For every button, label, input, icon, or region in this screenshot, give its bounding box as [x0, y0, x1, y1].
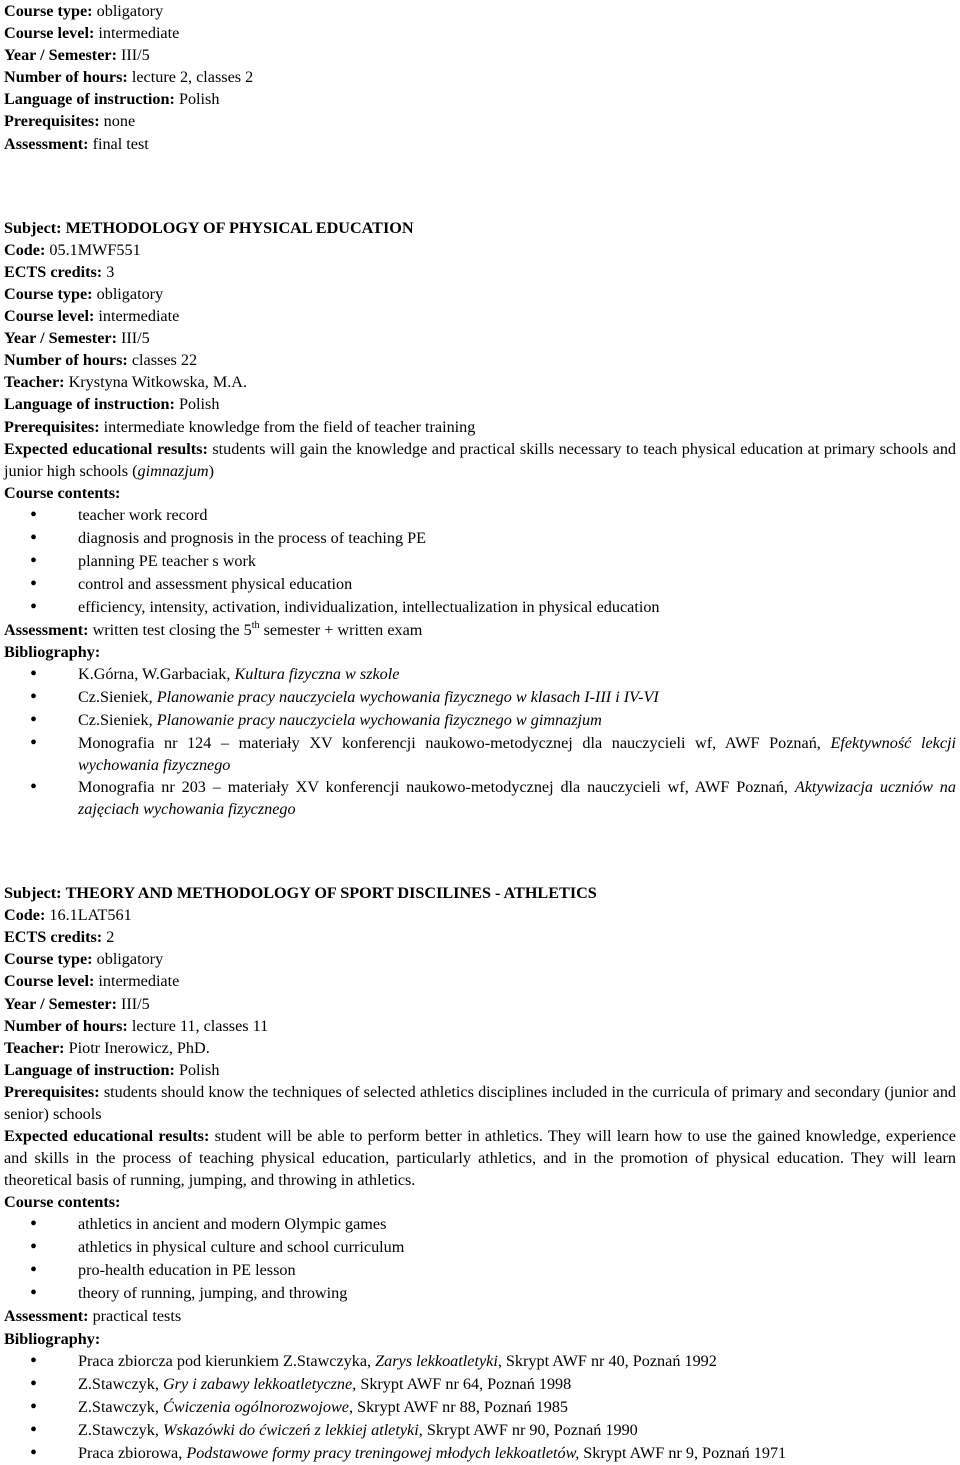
teacher-row: Teacher: Krystyna Witkowska, M.A.	[4, 373, 248, 392]
prerequisites-row: Prerequisites: none	[4, 112, 136, 131]
list-item: • efficiency, intensity, activation, individualization, intellectualization in physical education	[4, 596, 956, 619]
subject-methodology-pe	[4, 217, 956, 820]
hours-row: Number of hours: lecture 11, classes 11	[4, 1016, 269, 1035]
year-semester-row: Year / Semester: III/5	[4, 994, 150, 1013]
year-semester-row: Year / Semester: III/5	[4, 46, 150, 65]
subject-title-row: Subject: THEORY AND METHODOLOGY OF SPORT DISCILINES - ATHLETICS	[4, 884, 597, 903]
hours-row: Number of hours: classes 22	[4, 351, 198, 370]
language-row: Language of instruction: Polish	[4, 395, 220, 414]
bibliography-heading: Bibliography:	[4, 1329, 101, 1348]
assessment-row: Assessment: written test closing the 5th semester + written exam	[4, 619, 423, 639]
subject-athletics	[4, 882, 956, 1465]
list-item: • pro-health education in PE lesson	[4, 1259, 956, 1282]
list-item: • Praca zbiorcza pod kierunkiem Z.Stawczyka, Zarys lekkoatletyki, Skrypt AWF nr 40, Poznań 1992	[4, 1350, 956, 1373]
course-contents-heading: Course contents:	[4, 483, 121, 502]
subject-title-row: Subject: METHODOLOGY OF PHYSICAL EDUCATION	[4, 218, 414, 237]
list-item: • Praca zbiorowa, Podstawowe formy pracy treningowej młodych lekkoatletów, Skrypt AWF nr 9, Poznań 1971	[4, 1442, 956, 1465]
code-row: Code: 05.1MWF551	[4, 240, 141, 259]
hours-row: Number of hours: lecture 2, classes 2	[4, 68, 254, 87]
bibliography-heading: Bibliography:	[4, 642, 101, 661]
course-type-row: Course type: obligatory	[4, 950, 164, 969]
list-item: • Cz.Sieniek, Planowanie pracy nauczyciela wychowania fizycznego w klasach I-III i IV-VI	[4, 686, 956, 709]
course-contents-list	[4, 1213, 956, 1305]
list-item: • Cz.Sieniek, Planowanie pracy nauczyciela wychowania fizycznego w gimnazjum	[4, 709, 956, 732]
course-level-row: Course level: intermediate	[4, 972, 180, 991]
ects-row: ECTS credits: 3	[4, 262, 115, 281]
list-item: • athletics in ancient and modern Olympic games	[4, 1213, 956, 1236]
expected-results-row: Expected educational results: students will gain the knowledge and practical skills necessary to teach physical education at primary schools and junior high schools (gimnazjum)	[4, 439, 957, 480]
list-item: • athletics in physical culture and school curriculum	[4, 1236, 956, 1259]
list-item: • K.Górna, W.Garbaciak, Kultura fizyczna w szkole	[4, 663, 956, 686]
ects-row: ECTS credits: 2	[4, 928, 115, 947]
course-type-row: Course type: obligatory	[4, 2, 164, 20]
expected-results-row: Expected educational results: student will be able to perform better in athletics. They will learn how to use the gained knowledge, experience and skills in the process of teaching physical education, particularly athletics, and in the promotion of physical education. They will learn theoretical basis of running, jumping, and throwing in athletics.	[4, 1127, 956, 1190]
list-item: • teacher work record	[4, 504, 956, 527]
assessment-row: Assessment: final test	[4, 134, 149, 153]
course-type-row: Course type: obligatory	[4, 284, 164, 303]
language-row: Language of instruction: Polish	[4, 90, 220, 109]
list-item: • Monografia nr 203 – materiały XV konferencji naukowo-metodycznej dla nauczycieli wf, AWF Poznań, Aktywizacja uczniów na zajęciach wychowania fizycznego	[4, 776, 956, 820]
list-item: • planning PE teacher s work	[4, 550, 956, 573]
teacher-row: Teacher: Piotr Inerowicz, PhD.	[4, 1038, 210, 1057]
previous-subject-tail	[4, 0, 956, 155]
list-item: • Monografia nr 124 – materiały XV konferencji naukowo-metodycznej dla nauczycieli wf, AWF Poznań, Efektywność lekcji wychowania fizycznego	[4, 732, 956, 776]
list-item: • theory of running, jumping, and throwing	[4, 1282, 956, 1305]
course-contents-list	[4, 504, 956, 619]
bibliography-list	[4, 1350, 956, 1465]
list-item: • Z.Stawczyk, Gry i zabawy lekkoatletyczne, Skrypt AWF nr 64, Poznań 1998	[4, 1373, 956, 1396]
list-item: • control and assessment physical education	[4, 573, 956, 596]
course-contents-heading: Course contents:	[4, 1193, 121, 1212]
course-level-row: Course level: intermediate	[4, 307, 180, 326]
bibliography-list	[4, 663, 956, 820]
list-item: • Z.Stawczyk, Ćwiczenia ogólnorozwojowe, Skrypt AWF nr 88, Poznań 1985	[4, 1396, 956, 1419]
list-item: • Z.Stawczyk, Wskazówki do ćwiczeń z lekkiej atletyki, Skrypt AWF nr 90, Poznań 1990	[4, 1419, 956, 1442]
year-semester-row: Year / Semester: III/5	[4, 329, 150, 348]
code-row: Code: 16.1LAT561	[4, 906, 132, 925]
language-row: Language of instruction: Polish	[4, 1060, 220, 1079]
list-item: • diagnosis and prognosis in the process of teaching PE	[4, 527, 956, 550]
assessment-row: Assessment: practical tests	[4, 1307, 182, 1326]
course-level-row: Course level: intermediate	[4, 24, 180, 43]
prerequisites-row: Prerequisites: students should know the techniques of selected athletics disciplines included in the curricula of primary and secondary (junior and senior) schools	[4, 1082, 957, 1123]
prerequisites-row: Prerequisites: intermediate knowledge from the field of teacher training	[4, 417, 476, 436]
